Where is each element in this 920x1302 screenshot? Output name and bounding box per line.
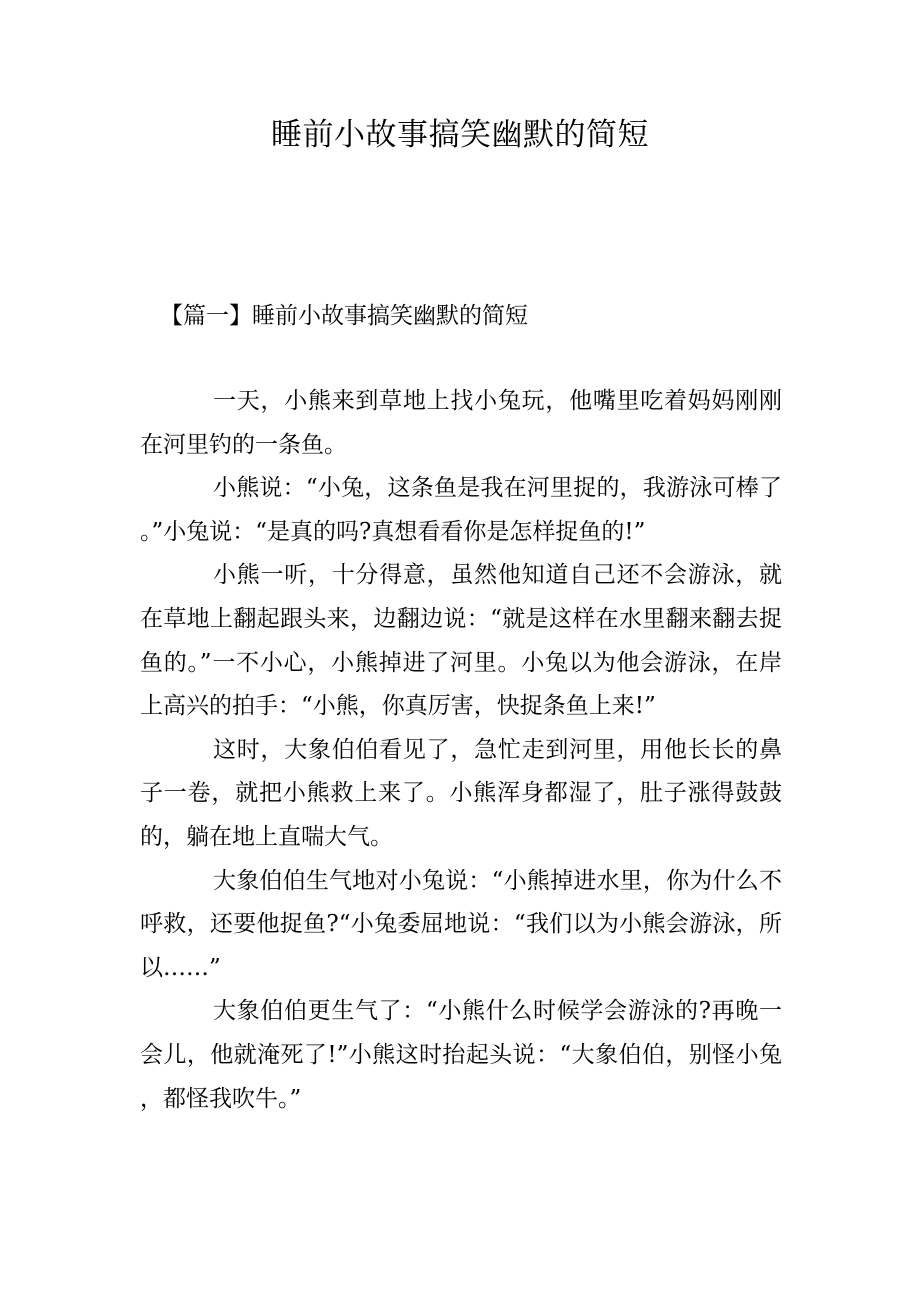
story-paragraph: 小熊说：“小兔，这条鱼是我在河里捉的，我游泳可棒了。”小兔说：“是真的吗?真想看看你是怎样捉鱼的!” xyxy=(140,475,782,545)
story-paragraph: 小熊一听，十分得意，虽然他知道自己还不会游泳，就在草地上翻起跟头来，边翻边说：“就是这样在水里翻来翻去捉鱼的。”一不小心，小熊掉进了河里。小兔以为他会游泳，在岸上高兴的拍手：“小熊，你真厉害，快捉条鱼上来!” xyxy=(140,562,782,720)
story-body xyxy=(140,380,782,1121)
story-paragraph: 大象伯伯更生气了：“小熊什么时候学会游泳的?再晚一会儿，他就淹死了!”小熊这时抬起头说：“大象伯伯，别怪小兔，都怪我吹牛。” xyxy=(140,998,782,1112)
document-title: 睡前小故事搞笑幽默的简短 xyxy=(271,117,649,153)
story-paragraph: 一天，小熊来到草地上找小兔玩，他嘴里吃着妈妈刚刚在河里钓的一条鱼。 xyxy=(140,388,782,458)
story-paragraph: 大象伯伯生气地对小兔说：“小熊掉进水里，你为什么不呼救，还要他捉鱼?“小兔委屈地说：“我们以为小熊会游泳，所以……” xyxy=(140,867,782,981)
section-heading: 【篇一】睡前小故事搞笑幽默的简短 xyxy=(160,303,528,329)
story-paragraph: 这时，大象伯伯看见了，急忙走到河里，用他长长的鼻子一卷，就把小熊救上来了。小熊浑身都湿了，肚子涨得鼓鼓的，躺在地上直喘大气。 xyxy=(140,736,782,850)
